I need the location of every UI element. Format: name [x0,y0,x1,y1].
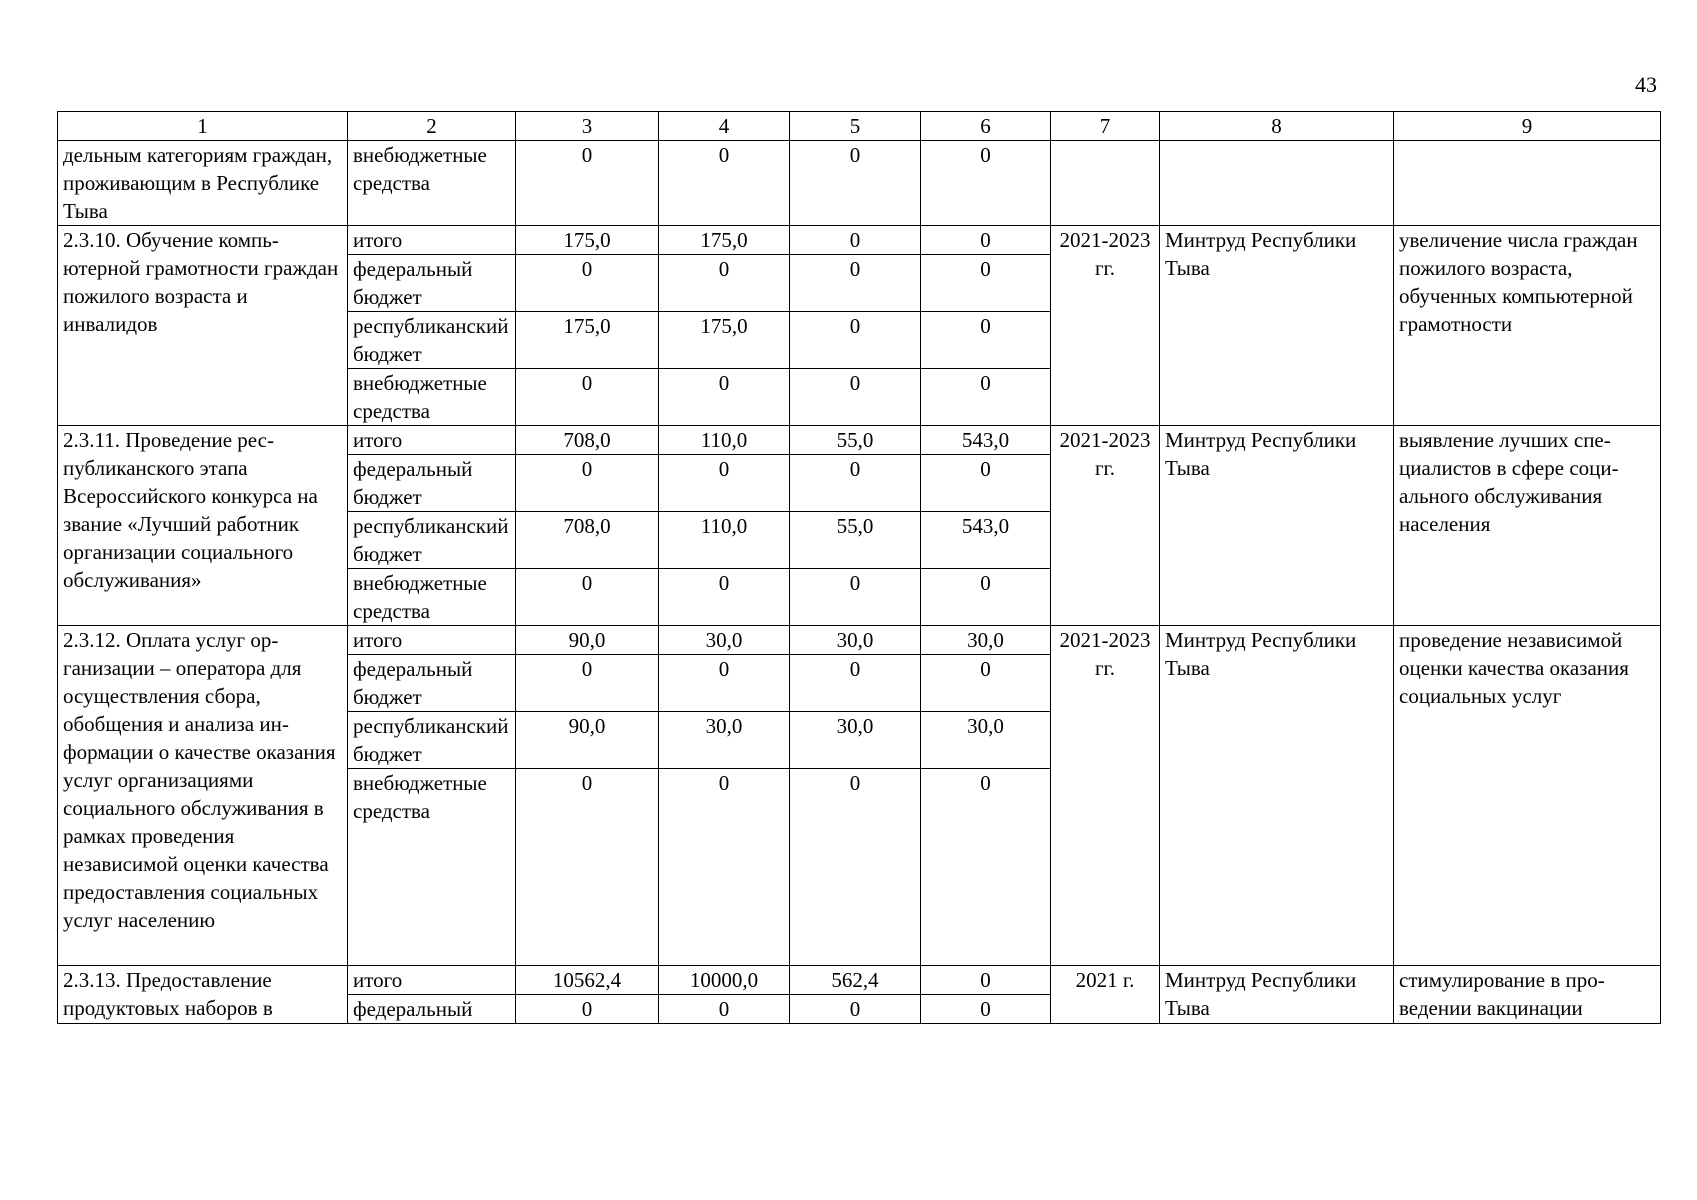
value-cell: 0 [659,655,790,712]
value-cell: 30,0 [659,712,790,769]
funding-source: республиканский бюджет [348,312,516,369]
header-cell: 3 [516,112,659,141]
result-cell: выявление лучших специалистов в сфере социального обслуживания населения [1394,426,1661,626]
table-row [58,426,1661,455]
header-cell: 4 [659,112,790,141]
value-cell: 30,0 [790,712,921,769]
funding-source: итого [348,626,516,655]
table-row [58,626,1661,655]
table-row [58,966,1661,995]
value-cell: 10000,0 [659,966,790,995]
funding-source: внебюджетные средства [348,569,516,626]
value-cell: 55,0 [790,426,921,455]
table-row [58,141,1661,226]
value-cell: 90,0 [516,626,659,655]
measure-name: 2.3.12. Оплата услуг организации – оператора для осуществления сбора, обобщения и анализа информации о качестве оказания услуг организациями социального обслуживания в рамках проведения независимой оценки качества предоставления социальных услуг населению [58,626,348,966]
value-cell: 0 [659,769,790,966]
value-cell: 0 [921,966,1051,995]
value-cell: 0 [921,312,1051,369]
value-cell: 110,0 [659,512,790,569]
value-cell: 0 [516,655,659,712]
value-cell: 10562,4 [516,966,659,995]
value-cell: 90,0 [516,712,659,769]
header-cell: 5 [790,112,921,141]
value-cell: 30,0 [921,712,1051,769]
value-cell: 0 [516,769,659,966]
value-cell: 0 [790,255,921,312]
result-cell [1394,141,1661,226]
measure-name: 2.3.10. Обучение компьютерной грамотности граждан пожилого возраста и инвалидов [58,226,348,426]
funding-source: внебюджетные средства [348,141,516,226]
value-cell: 0 [516,141,659,226]
result-cell: проведение независимой оценки качества оказания социальных услуг [1394,626,1661,966]
header-cell: 2 [348,112,516,141]
value-cell: 708,0 [516,512,659,569]
executor-cell: Минтруд Республики Тыва [1160,426,1394,626]
value-cell: 175,0 [659,226,790,255]
value-cell: 0 [921,369,1051,426]
value-cell: 55,0 [790,512,921,569]
result-cell: стимулирование в проведении вакцинации [1394,966,1661,1024]
executor-cell: Минтруд Республики Тыва [1160,966,1394,1024]
period-cell: 2021 г. [1051,966,1160,1024]
header-cell: 7 [1051,112,1160,141]
value-cell: 30,0 [659,626,790,655]
value-cell: 0 [516,369,659,426]
value-cell: 30,0 [790,626,921,655]
table-row [58,226,1661,255]
value-cell: 543,0 [921,512,1051,569]
period-cell [1051,141,1160,226]
header-cell: 1 [58,112,348,141]
measure-name: 2.3.13. Предоставление продуктовых наборов в [58,966,348,1024]
header-cell: 8 [1160,112,1394,141]
funding-source: федеральный бюджет [348,455,516,512]
value-cell: 0 [790,655,921,712]
value-cell: 0 [790,312,921,369]
funding-source: республиканский бюджет [348,512,516,569]
value-cell: 0 [516,255,659,312]
value-cell: 0 [516,995,659,1024]
value-cell: 0 [921,455,1051,512]
value-cell: 175,0 [659,312,790,369]
value-cell: 0 [921,655,1051,712]
funding-source: федеральный бюджет [348,255,516,312]
executor-cell: Минтруд Республики Тыва [1160,226,1394,426]
funding-source: внебюджетные средства [348,769,516,966]
funding-source: итого [348,226,516,255]
value-cell: 0 [921,569,1051,626]
header-cell: 9 [1394,112,1661,141]
value-cell: 0 [790,141,921,226]
funding-source: итого [348,966,516,995]
funding-source: итого [348,426,516,455]
value-cell: 0 [921,995,1051,1024]
result-cell: увеличение числа граждан пожилого возраста, обученных компьютерной грамотности [1394,226,1661,426]
value-cell: 708,0 [516,426,659,455]
value-cell: 110,0 [659,426,790,455]
header-cell: 6 [921,112,1051,141]
value-cell: 0 [659,455,790,512]
funding-source: федеральный бюджет [348,655,516,712]
value-cell: 0 [516,569,659,626]
value-cell: 175,0 [516,226,659,255]
value-cell: 0 [790,369,921,426]
value-cell: 0 [516,455,659,512]
value-cell: 30,0 [921,626,1051,655]
value-cell: 0 [659,255,790,312]
value-cell: 0 [921,226,1051,255]
funding-source: внебюджетные средства [348,369,516,426]
value-cell: 0 [790,226,921,255]
value-cell: 0 [659,369,790,426]
header-row [58,112,1661,141]
funding-source: федеральный [348,995,516,1024]
executor-cell: Минтруд Республики Тыва [1160,626,1394,966]
value-cell: 543,0 [921,426,1051,455]
value-cell: 0 [790,769,921,966]
period-cell: 2021-2023 гг. [1051,626,1160,966]
value-cell: 0 [790,995,921,1024]
value-cell: 175,0 [516,312,659,369]
measure-name: дельным категориям граждан, проживающим в Республике Тыва [58,141,348,226]
period-cell: 2021-2023 гг. [1051,426,1160,626]
value-cell: 0 [921,141,1051,226]
value-cell: 0 [659,995,790,1024]
value-cell: 0 [921,255,1051,312]
funding-source: республиканский бюджет [348,712,516,769]
value-cell: 0 [659,569,790,626]
value-cell: 0 [921,769,1051,966]
program-activities-table [57,111,1661,1024]
value-cell: 0 [790,569,921,626]
value-cell: 0 [659,141,790,226]
executor-cell [1160,141,1394,226]
value-cell: 562,4 [790,966,921,995]
period-cell: 2021-2023 гг. [1051,226,1160,426]
value-cell: 0 [790,455,921,512]
page-number: 43 [1635,72,1657,97]
measure-name: 2.3.11. Проведение республиканского этапа Всероссийского конкурса на звание «Лучший работник организации социального обслуживания» [58,426,348,626]
